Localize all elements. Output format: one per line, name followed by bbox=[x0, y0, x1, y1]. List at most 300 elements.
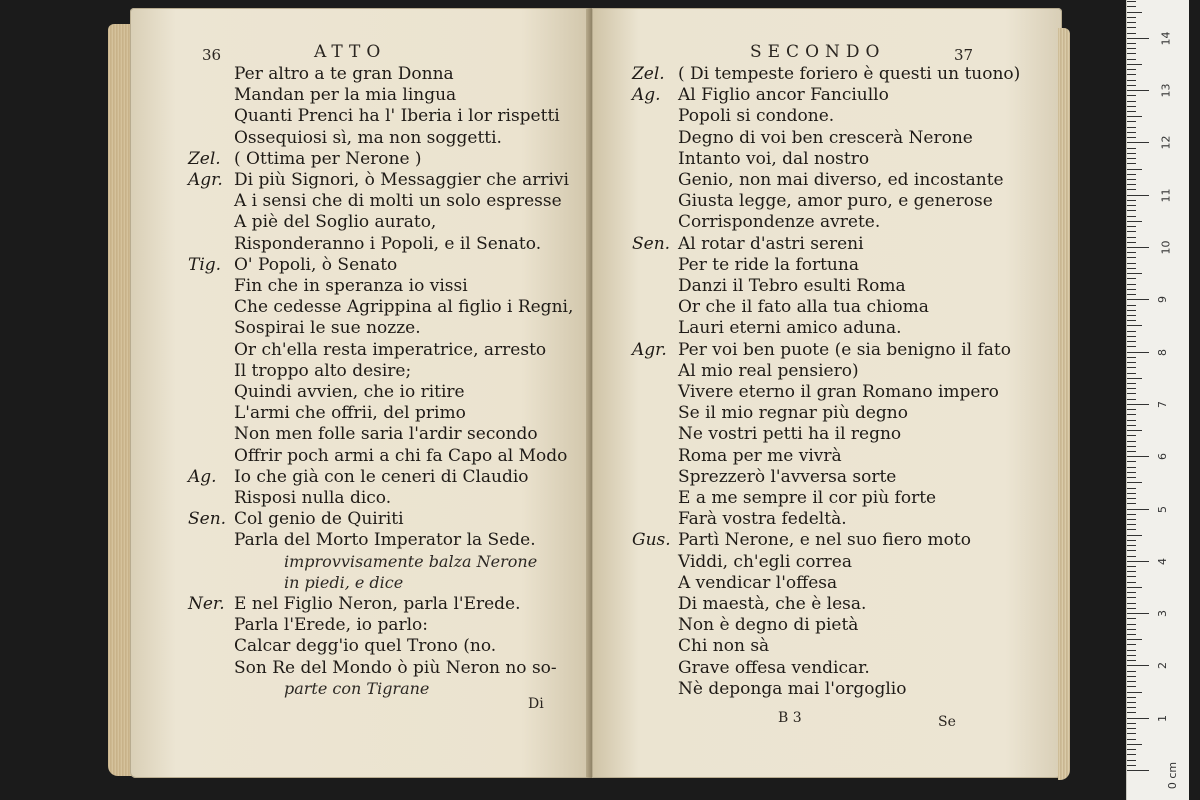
ruler-tick bbox=[1127, 127, 1136, 128]
speaker-label: Ag. bbox=[188, 466, 217, 487]
ruler-tick bbox=[1127, 603, 1136, 604]
text-line bbox=[234, 85, 456, 105]
ruler-tick bbox=[1127, 38, 1149, 39]
ruler-tick bbox=[1127, 420, 1136, 421]
ruler-tick bbox=[1127, 728, 1136, 729]
right-running-head: SECONDO bbox=[750, 42, 886, 62]
ruler-tick bbox=[1127, 132, 1136, 133]
ruler-tick bbox=[1127, 561, 1149, 562]
ruler-tick bbox=[1127, 733, 1136, 734]
text-line bbox=[678, 658, 870, 678]
ruler-tick bbox=[1127, 263, 1136, 264]
line-text: Chi non sà bbox=[678, 636, 770, 657]
text-line bbox=[234, 615, 428, 635]
left-page-number: 36 bbox=[202, 46, 222, 64]
text-line bbox=[632, 339, 1011, 360]
ruler-tick bbox=[1127, 441, 1136, 442]
ruler-number: 10 bbox=[1159, 240, 1173, 255]
text-line bbox=[234, 382, 465, 402]
ruler-tick bbox=[1127, 362, 1136, 363]
text-line bbox=[234, 128, 502, 148]
ruler-tick bbox=[1127, 33, 1136, 34]
left-running-head: ATTO bbox=[314, 42, 387, 62]
ruler-tick bbox=[1127, 163, 1136, 164]
ruler-tick bbox=[1127, 655, 1136, 656]
ruler-tick bbox=[1127, 550, 1136, 551]
ruler-tick bbox=[1127, 231, 1136, 232]
ruler-tick bbox=[1127, 739, 1136, 740]
text-line bbox=[678, 488, 936, 508]
right-page-edges bbox=[1058, 28, 1070, 780]
line-text: Per voi ben puote (e sia benigno il fato bbox=[678, 339, 1011, 360]
ruler-tick bbox=[1127, 493, 1136, 494]
ruler-tick bbox=[1127, 273, 1142, 274]
line-text: Nè deponga mai l'orgoglio bbox=[678, 678, 907, 699]
ruler-tick bbox=[1127, 85, 1136, 86]
ruler-tick bbox=[1127, 425, 1136, 426]
ruler-tick bbox=[1127, 639, 1142, 640]
line-text: Danzi il Tebro esulti Roma bbox=[678, 276, 906, 296]
ruler-tick bbox=[1127, 676, 1136, 677]
ruler-tick bbox=[1127, 289, 1136, 290]
ruler-tick bbox=[1127, 195, 1149, 196]
text-line bbox=[678, 191, 993, 211]
text-line bbox=[678, 318, 902, 338]
text-line bbox=[678, 424, 901, 444]
ruler-tick bbox=[1127, 540, 1136, 541]
line-text: Corrispondenze avrete. bbox=[678, 212, 881, 233]
text-line bbox=[188, 466, 529, 487]
ruler-tick bbox=[1127, 95, 1136, 96]
ruler-tick bbox=[1127, 210, 1136, 211]
ruler-tick bbox=[1127, 378, 1142, 379]
line-text: Roma per me vivrà bbox=[678, 445, 842, 466]
text-line bbox=[678, 552, 852, 572]
line-text: Risponderanno i Popoli, e il Senato. bbox=[234, 233, 542, 254]
line-text: A i sensi che di molti un solo espresse bbox=[234, 191, 562, 212]
ruler-tick bbox=[1127, 184, 1136, 185]
line-text: E nel Figlio Neron, parla l'Erede. bbox=[234, 594, 521, 614]
line-text: O' Popoli, ò Senato bbox=[234, 254, 398, 275]
line-text: Partì Nerone, e nel suo fiero moto bbox=[678, 530, 971, 551]
text-line bbox=[188, 170, 569, 190]
speaker-label: Zel. bbox=[632, 64, 665, 84]
speaker-label: Sen. bbox=[188, 509, 227, 530]
ruler-tick bbox=[1127, 744, 1142, 745]
ruler-tick bbox=[1127, 456, 1149, 457]
ruler-tick bbox=[1127, 331, 1136, 332]
speaker-label: Agr. bbox=[188, 170, 223, 190]
text-line bbox=[234, 64, 454, 84]
ruler-tick bbox=[1127, 414, 1136, 415]
ruler-tick bbox=[1127, 597, 1136, 598]
ruler-tick bbox=[1127, 221, 1142, 222]
ruler-tick bbox=[1127, 488, 1136, 489]
ruler-tick bbox=[1127, 74, 1136, 75]
ruler-tick bbox=[1127, 718, 1149, 719]
ruler-tick bbox=[1127, 503, 1136, 504]
line-text: E a me sempre il cor più forte bbox=[678, 488, 937, 508]
ruler-tick bbox=[1127, 106, 1136, 107]
ruler-tick bbox=[1127, 137, 1136, 138]
line-text: in piedi, e dice bbox=[284, 572, 404, 592]
line-text: Or che il fato alla tua chioma bbox=[678, 297, 929, 318]
ruler-tick bbox=[1127, 477, 1136, 478]
ruler-tick bbox=[1127, 509, 1149, 510]
ruler-number: 4 bbox=[1156, 557, 1169, 565]
ruler-tick bbox=[1127, 257, 1136, 258]
ruler-tick bbox=[1127, 43, 1136, 44]
text-line bbox=[678, 382, 999, 402]
line-text: Grave offesa vendicar. bbox=[678, 657, 870, 678]
ruler-tick bbox=[1127, 294, 1136, 295]
ruler-tick bbox=[1127, 341, 1136, 342]
ruler-tick bbox=[1127, 373, 1136, 374]
line-text: Calcar degg'io quel Trono (no. bbox=[234, 636, 497, 657]
text-line bbox=[188, 509, 404, 530]
ruler-tick bbox=[1127, 22, 1136, 23]
line-text: Lauri eterni amico aduna. bbox=[678, 318, 902, 339]
ruler-number: 9 bbox=[1156, 296, 1169, 304]
line-text: Sprezzerò l'avversa sorte bbox=[678, 466, 897, 487]
ruler-tick bbox=[1127, 404, 1149, 405]
text-line bbox=[678, 297, 929, 317]
line-text: Quindi avvien, che io ritire bbox=[234, 382, 465, 402]
speaker-label: Tig. bbox=[188, 254, 222, 275]
ruler-tick bbox=[1127, 430, 1142, 431]
text-line bbox=[284, 679, 429, 699]
ruler-tick bbox=[1127, 712, 1136, 713]
ruler-tick bbox=[1127, 608, 1136, 609]
ruler-tick bbox=[1127, 352, 1149, 353]
text-line bbox=[678, 128, 973, 148]
ruler-tick bbox=[1127, 64, 1142, 65]
line-text: Intanto voi, dal nostro bbox=[678, 148, 870, 169]
ruler-tick bbox=[1127, 336, 1136, 337]
line-text: Al mio real pensiero) bbox=[678, 360, 859, 381]
ruler-tick bbox=[1127, 451, 1136, 452]
line-text: Mandan per la mia lingua bbox=[234, 85, 457, 106]
speaker-label: Ner. bbox=[188, 594, 225, 614]
line-text: Che cedesse Agrippina al figlio i Regni, bbox=[234, 297, 574, 318]
text-line bbox=[234, 530, 536, 550]
line-text: Fin che in speranza io vissi bbox=[234, 276, 468, 296]
ruler-tick bbox=[1127, 268, 1136, 269]
ruler-tick bbox=[1127, 723, 1136, 724]
ruler-tick bbox=[1127, 749, 1136, 750]
text-line bbox=[284, 573, 403, 593]
line-text: Genio, non mai diverso, ed incostante bbox=[678, 170, 1004, 190]
text-line bbox=[632, 530, 971, 551]
ruler-tick bbox=[1127, 529, 1136, 530]
ruler-tick bbox=[1127, 399, 1136, 400]
ruler-tick bbox=[1127, 90, 1149, 91]
line-text: Per te ride la fortuna bbox=[678, 254, 859, 275]
text-line bbox=[678, 636, 769, 656]
ruler-tick bbox=[1127, 6, 1136, 7]
ruler-number: 5 bbox=[1156, 505, 1169, 513]
ruler-number: 6 bbox=[1156, 453, 1169, 461]
ruler-tick bbox=[1127, 644, 1136, 645]
line-text: Se il mio regnar più degno bbox=[678, 403, 908, 424]
ruler-tick bbox=[1127, 101, 1136, 102]
ruler-tick bbox=[1127, 686, 1136, 687]
line-text: Degno di voi ben crescerà Nerone bbox=[678, 127, 973, 148]
text-line bbox=[188, 594, 521, 614]
speaker-label: Sen. bbox=[632, 233, 671, 254]
text-line bbox=[678, 679, 906, 699]
line-text: ( Di tempeste foriero è questi un tuono) bbox=[678, 64, 1021, 84]
ruler-tick bbox=[1127, 315, 1136, 316]
ruler-tick bbox=[1127, 613, 1149, 614]
ruler-tick bbox=[1127, 121, 1136, 122]
ruler-tick bbox=[1127, 17, 1136, 18]
ruler-tick bbox=[1127, 205, 1136, 206]
ruler-number: 11 bbox=[1159, 188, 1173, 203]
ruler-tick bbox=[1127, 174, 1136, 175]
ruler-tick bbox=[1127, 12, 1142, 13]
ruler-tick bbox=[1127, 169, 1142, 170]
ruler-tick bbox=[1127, 153, 1136, 154]
ruler-tick bbox=[1127, 388, 1136, 389]
ruler-tick bbox=[1127, 325, 1142, 326]
ruler-tick bbox=[1127, 660, 1136, 661]
line-text: A vendicar l'offesa bbox=[678, 572, 838, 593]
text-line bbox=[234, 361, 411, 381]
ruler-tick bbox=[1127, 158, 1136, 159]
line-text: Al rotar d'astri sereni bbox=[678, 233, 864, 254]
text-line bbox=[234, 234, 541, 254]
ruler-tick bbox=[1127, 116, 1142, 117]
text-line bbox=[678, 509, 847, 529]
text-line bbox=[234, 106, 560, 126]
ruler-tick bbox=[1127, 545, 1136, 546]
ruler-tick bbox=[1127, 216, 1136, 217]
text-line bbox=[678, 403, 908, 423]
text-line bbox=[678, 467, 896, 487]
signature-mark: B 3 bbox=[778, 710, 802, 726]
line-text: Per altro a te gran Donna bbox=[234, 64, 454, 84]
ruler-tick bbox=[1127, 576, 1136, 577]
line-text: Il troppo alto desire; bbox=[234, 360, 412, 381]
ruler-tick bbox=[1127, 692, 1142, 693]
text-line bbox=[234, 446, 567, 466]
line-text: Giusta legge, amor puro, e generose bbox=[678, 191, 993, 212]
text-line bbox=[284, 552, 537, 572]
line-text: Vivere eterno il gran Romano impero bbox=[678, 382, 999, 402]
ruler-tick bbox=[1127, 535, 1142, 536]
text-line bbox=[632, 85, 889, 106]
ruler-tick bbox=[1127, 519, 1136, 520]
text-line bbox=[678, 446, 842, 466]
line-text: Farà vostra fedeltà. bbox=[678, 509, 847, 530]
line-text: Non è degno di pietà bbox=[678, 615, 859, 636]
ruler-tick bbox=[1127, 461, 1136, 462]
text-line bbox=[678, 615, 858, 635]
text-line bbox=[678, 149, 869, 169]
ruler-number: 14 bbox=[1159, 31, 1173, 46]
ruler-tick bbox=[1127, 357, 1136, 358]
line-text: Popoli si condone. bbox=[678, 106, 835, 127]
text-line bbox=[234, 276, 468, 296]
ruler-tick bbox=[1127, 634, 1136, 635]
speaker-label: Zel. bbox=[188, 148, 221, 169]
ruler-tick bbox=[1127, 27, 1136, 28]
ruler-tick bbox=[1127, 514, 1136, 515]
line-text: ( Ottima per Nerone ) bbox=[234, 148, 422, 169]
ruler-number: 8 bbox=[1156, 348, 1169, 356]
right-page bbox=[592, 8, 1062, 778]
ruler-tick bbox=[1127, 770, 1149, 771]
right-page-number: 37 bbox=[954, 46, 974, 64]
line-text: improvvisamente balza Nerone bbox=[284, 551, 538, 571]
line-text: Son Re del Mondo ò più Neron no so- bbox=[234, 657, 557, 678]
text-line bbox=[234, 340, 546, 360]
text-line bbox=[678, 212, 880, 232]
ruler-tick bbox=[1127, 252, 1136, 253]
text-line bbox=[188, 254, 398, 275]
ruler-tick bbox=[1127, 320, 1136, 321]
ruler-number: 12 bbox=[1159, 135, 1173, 150]
left-page bbox=[130, 8, 590, 778]
speaker-label: Agr. bbox=[632, 339, 667, 360]
line-text: Ne vostri petti ha il regno bbox=[678, 424, 902, 445]
ruler-tick bbox=[1127, 284, 1136, 285]
open-book bbox=[108, 8, 1068, 790]
ruler-tick bbox=[1127, 435, 1136, 436]
ruler-tick bbox=[1127, 1, 1136, 2]
ruler-tick bbox=[1127, 48, 1136, 49]
line-text: Io che già con le ceneri di Claudio bbox=[234, 466, 529, 487]
ruler-tick bbox=[1127, 592, 1136, 593]
ruler-tick bbox=[1127, 702, 1136, 703]
line-text: Parla del Morto Imperator la Sede. bbox=[234, 530, 536, 551]
ruler-tick bbox=[1127, 409, 1136, 410]
ruler-tick bbox=[1127, 482, 1142, 483]
ruler-tick bbox=[1127, 247, 1149, 248]
ruler-tick bbox=[1127, 665, 1149, 666]
text-line bbox=[234, 403, 466, 423]
ruler-tick bbox=[1127, 148, 1136, 149]
speaker-label: Gus. bbox=[632, 530, 671, 551]
ruler-tick bbox=[1127, 618, 1136, 619]
ruler-tick bbox=[1127, 624, 1136, 625]
ruler-tick bbox=[1127, 754, 1136, 755]
ruler-tick bbox=[1127, 237, 1136, 238]
ruler-tick bbox=[1127, 305, 1136, 306]
ruler-tick bbox=[1127, 346, 1136, 347]
text-line bbox=[678, 255, 859, 275]
line-text: L'armi che offrii, del primo bbox=[234, 403, 466, 424]
ruler-tick bbox=[1127, 226, 1136, 227]
ruler-tick bbox=[1127, 650, 1136, 651]
line-text: Ossequiosi sì, ma non soggetti. bbox=[234, 127, 502, 148]
ruler-tick bbox=[1127, 80, 1136, 81]
ruler-tick bbox=[1127, 582, 1136, 583]
text-line bbox=[632, 233, 864, 254]
line-text: Al Figlio ancor Fanciullo bbox=[678, 85, 889, 106]
ruler-tick bbox=[1127, 69, 1136, 70]
text-line bbox=[678, 573, 837, 593]
ruler-tick bbox=[1127, 142, 1149, 143]
text-line bbox=[234, 318, 421, 338]
ruler-number: 2 bbox=[1156, 662, 1169, 670]
ruler-number: 7 bbox=[1156, 400, 1169, 408]
text-line bbox=[678, 594, 866, 614]
text-line bbox=[234, 658, 557, 678]
text-line bbox=[234, 488, 391, 508]
ruler-number: 13 bbox=[1159, 83, 1173, 98]
ruler-unit-label: 0 cm bbox=[1166, 761, 1180, 790]
ruler-tick bbox=[1127, 472, 1136, 473]
line-text: Risposi nulla dico. bbox=[234, 488, 392, 508]
line-text: Quanti Prenci ha l' Iberia i lor rispetti bbox=[234, 106, 560, 127]
text-line bbox=[678, 361, 859, 381]
ruler-tick bbox=[1127, 524, 1136, 525]
ruler-tick bbox=[1127, 189, 1136, 190]
line-text: A piè del Soglio aurato, bbox=[234, 212, 437, 233]
ruler-tick bbox=[1127, 446, 1136, 447]
line-text: Or ch'ella resta imperatrice, arresto bbox=[234, 339, 547, 360]
ruler-number: 3 bbox=[1156, 610, 1169, 618]
line-text: parte con Tigrane bbox=[284, 678, 430, 698]
ruler-tick bbox=[1127, 765, 1136, 766]
line-text: Sospirai le sue nozze. bbox=[234, 318, 421, 339]
ruler-tick bbox=[1127, 498, 1136, 499]
ruler-tick bbox=[1127, 671, 1136, 672]
ruler-tick bbox=[1127, 310, 1136, 311]
line-text: Non men folle saria l'ardir secondo bbox=[234, 424, 538, 445]
ruler-tick bbox=[1127, 53, 1136, 54]
ruler-tick bbox=[1127, 467, 1136, 468]
line-text: Col genio de Quiriti bbox=[234, 509, 404, 530]
ruler-tick bbox=[1127, 760, 1136, 761]
ruler-tick bbox=[1127, 556, 1136, 557]
ruler-number: 1 bbox=[1156, 714, 1169, 722]
text-line bbox=[678, 170, 1004, 190]
ruler-tick bbox=[1127, 629, 1136, 630]
line-text: Parla l'Erede, io parlo: bbox=[234, 615, 428, 636]
right-catchword: Se bbox=[938, 714, 956, 730]
text-line bbox=[678, 276, 906, 296]
ruler-tick bbox=[1127, 571, 1136, 572]
ruler-tick bbox=[1127, 111, 1136, 112]
ruler-tick bbox=[1127, 200, 1136, 201]
line-text: Offrir poch armi a chi fa Capo al Modo bbox=[234, 445, 568, 466]
text-line bbox=[234, 297, 573, 317]
text-line bbox=[632, 64, 1021, 84]
line-text: Viddi, ch'egli correa bbox=[678, 551, 852, 572]
text-line bbox=[234, 424, 538, 444]
ruler-tick bbox=[1127, 393, 1136, 394]
text-line bbox=[234, 212, 436, 232]
speaker-label: Ag. bbox=[632, 85, 661, 106]
ruler-tick bbox=[1127, 681, 1136, 682]
ruler-tick bbox=[1127, 59, 1136, 60]
ruler-tick bbox=[1127, 697, 1136, 698]
text-line bbox=[678, 106, 834, 126]
ruler-tick bbox=[1127, 587, 1142, 588]
ruler-tick bbox=[1127, 383, 1136, 384]
ruler-tick bbox=[1127, 367, 1136, 368]
left-catchword: Di bbox=[528, 696, 544, 712]
ruler-tick bbox=[1127, 179, 1136, 180]
ruler-tick bbox=[1127, 242, 1136, 243]
ruler-tick bbox=[1127, 278, 1136, 279]
text-line bbox=[234, 191, 562, 211]
ruler-tick bbox=[1127, 566, 1136, 567]
line-text: Di maestà, che è lesa. bbox=[678, 594, 867, 614]
